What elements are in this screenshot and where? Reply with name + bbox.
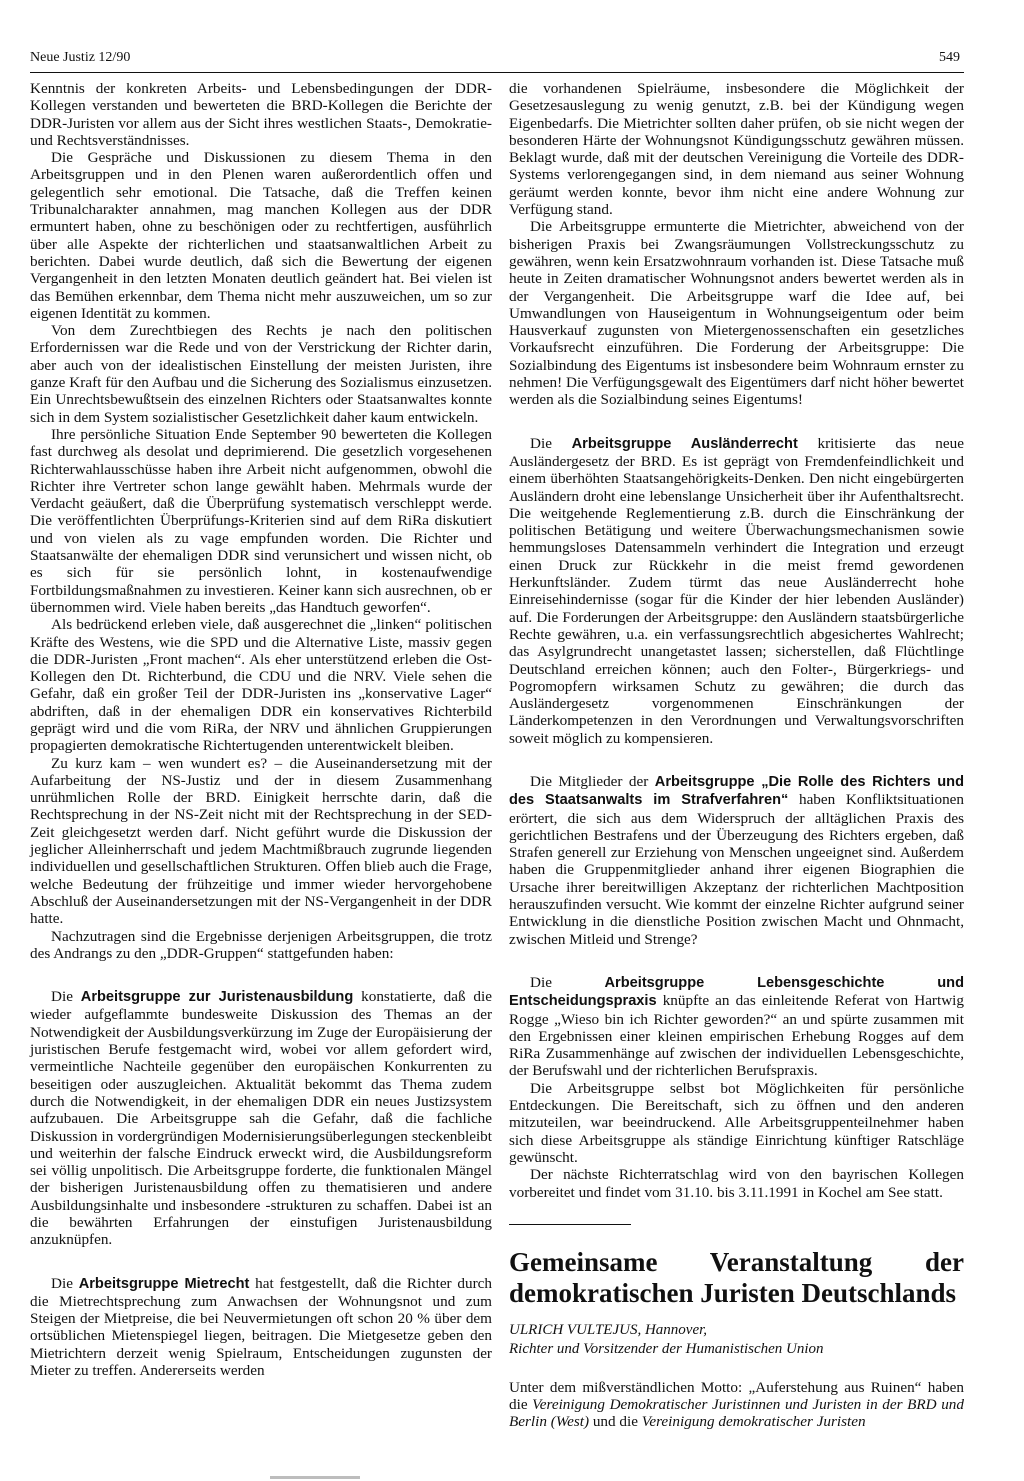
header-divider bbox=[30, 72, 964, 73]
author-role: Richter und Vorsitzender der Humanistischen Union bbox=[509, 1340, 824, 1357]
paragraph: Zu kurz kam – wen wundert es? – die Auseinandersetzung mit der Aufarbeitung der NS-Justiz und der in diesem Zusammenhang unrühmlichen Rolle der BRD. Einigkeit herrschte darin, daß die Rechtsprechung in der NS-Zeit nicht mit der Rechtsprechung in der SED-Zeit gleichgesetzt werden darf. Nicht geführt wurde die Diskussion der jeglicher Alleinherrschaft und jedem Machtmißbrauch zugrunde liegenden individuellen und gesellschaftlichen Strukturen. Offen blieb auch die Frage, welche Bedeutung der frühzeitige und immer wieder hervorgehobene Abschluß der Auseinandersetzungen mit der NS-Vergangenheit in der DDR hatte. bbox=[30, 754, 492, 928]
paragraph: Die Arbeitsgruppe selbst bot Möglichkeiten für persönliche Entdeckungen. Die Bereitschaft, sich zu öffnen und den anderen mitzuteilen, war beeindruckend. Alle Arbeitsgruppenteilnehmer haben sich diese Arbeitsgruppe als ständige Einrichtung künftiger Ratschläge gewünscht. bbox=[509, 1079, 964, 1166]
working-group-lebensgeschichte bbox=[509, 974, 964, 1080]
byline bbox=[509, 1321, 964, 1359]
text-run: Die bbox=[51, 1274, 79, 1292]
journal-issue: Neue Justiz 12/90 bbox=[30, 50, 131, 65]
text-run: Die bbox=[530, 973, 605, 991]
working-group-title: Arbeitsgruppe Lebensgeschichte und Entscheidungspraxis bbox=[509, 974, 964, 1010]
working-group-auslaenderrecht bbox=[509, 435, 964, 747]
text-run: Die bbox=[51, 988, 81, 1006]
text-run: haben Konfliktsituationen erörtert, die sich aus dem Widerspruch der alltäglichen Praxis des gerichtlichen Bestrafens und der Überzeugung des Richters ergeben, daß Strafen generell zur Erziehung von Menschen ungeeignet sind. Außerdem haben die Gruppenmitglieder anhand ihrer eigenen Biographien die Ursache ihrer bereitwilligen Akzeptanz der richterlichen Machtposition herauszufinden versucht. Wie kommt der einzelne Richter aufgrund seiner Entwicklung in die dienstliche Position zwischen Macht und Ohnmacht, zwischen Mitleid und Strenge? bbox=[509, 791, 964, 948]
organization-name: Vereinigung Demokratischer Juristinnen und Juristen in der BRD und Berlin (West) bbox=[509, 1396, 964, 1431]
text-run: Unter dem mißverständlichen Motto: „Auferstehung aus Ruinen“ haben die bbox=[509, 1378, 964, 1414]
paragraph: die vorhandenen Spielräume, insbesondere die Möglichkeit der Gesetzesauslegung zu wenig genutzt, z.B. bei der Kündigung wegen Eigenbedarfs. Die Mietrichter sollten daher prüfen, ob sie nicht wegen der besonderen Härte der Wohnungsnot Kündigungsschutz gewähren müssen. Beklagt wurde, daß mit der deutschen Vereinigung die Vorteile des DDR-Systems verlorengegangen sind, in dem niemand aus seiner Wohnung geräumt werden konnte, bevor ihm nicht eine andere Wohnung zur Verfügung stand. bbox=[509, 80, 964, 219]
paragraph: Von dem Zurechtbiegen des Rechts je nach den politischen Erfordernissen war die Rede und von der Verstrickung der Richter darin, aber auch von der idealistischen Einstellung der meisten Juristen, ihre ganze Kraft für den Aufbau und die Sicherung des Sozialismus einzusetzen. Ein Unrechtsbewußtsein des einzelnen Richters oder Staatsanwaltes konnte sich in dem System sozialistischer Gesetzlichkeit daher kaum entwickeln. bbox=[30, 322, 492, 426]
working-group-strafverfahren bbox=[509, 773, 964, 948]
paragraph: Die Arbeitsgruppe ermunterte die Mietrichter, abweichend von der bisherigen Praxis bei Zwangsräumungen Vollstreckungsschutz zu gewähren, wenn kein Ersatzwohnraum vorhanden ist. Diese Tatsache muß heute in Zeiten dramatischer Wohnungsnot anders bewertet werden als in der Vergangenheit. Die Arbeitsgruppe warf die Idee auf, bei Umwandlungen von Hauseigentum in Wohnungseigentum oder beim Hausverkauf zugunsten von Mietergenossenschaften ein gesetzliches Vorkaufsrecht einzuführen. Die Forderung der Arbeitsgruppe: Die Sozialbindung des Eigentums ist insbesondere beim Wohnraum ernster zu nehmen! Die Verfügungsgewalt des Eigentümers darf nicht höher bewertet werden als die Sozialbindung seines Eigentums! bbox=[509, 218, 964, 409]
text-run: konstatierte, daß die wieder aufgeflammte bundesweite Diskussion des Themas an der Notwendigkeit der Ausbildungsverkürzung im Zuge der Europäisierung der juristischen Berufe festgemacht wird, wobei vor allem gefordert wird, vermeintliche Nachteile gegenüber den europäischen Konkurrenten zu beseitigen oder auszugleichen. Aktualität bekommt das Thema zudem durch die Notwendigkeit, in der ehemaligen DDR ein neues Justizsystem aufzubauen. Die Arbeitsgruppe sah die Gefahr, daß die fachliche Diskussion in vordergründigen Modernisierungsüberlegungen steckenbleibt und weiterhin der falsche Eindruck erweckt wird, die Ausbildungsreform sei völlig unpolitisch. Die Arbeitsgruppe forderte, die funktionalen Mängel der bisherigen Juristenausbildung offen zu thematisieren und andere Ausbildungsinhalte und insbesondere -strukturen zu schaffen. Dabei ist an die bewährten Erfahrungen der einstufigen Juristenausbildung anzuknüpfen. bbox=[30, 988, 492, 1249]
paragraph: Nachzutragen sind die Ergebnisse derjenigen Arbeitsgruppen, die trotz des Andrangs zu den „DDR-Gruppen“ stattgefunden haben: bbox=[30, 927, 492, 962]
text-run: Die Mitglieder der bbox=[530, 772, 655, 790]
paragraph: Als bedrückend erleben viele, daß ausgerechnet die „linken“ politischen Kräfte des Westens, wie die SPD und die Alternative Liste, massiv gegen die DDR-Juristen „Front machen“. Als eher unterstützend erleben die Ost-Kollegen den Dt. Richterbund, die CDU und die NRV. Viele sehen die Gefahr, daß ein großer Teil der DDR-Juristen ins „konservative Lager“ abdriften, daß in der ehemaligen DDR ein konservatives Richterbild geprägt wird und die vom RiRa, der NRV und ähnlichen Gruppierungen propagierten demokratische Richtertugenden unterentwickelt bleiben. bbox=[30, 616, 492, 755]
working-group-title: Arbeitsgruppe zur Juristenausbildung bbox=[80, 989, 354, 1006]
paragraph: Kenntnis der konkreten Arbeits- und Lebensbedingungen der DDR-Kollegen verstanden und bewerteten die BRD-Kollegen die Berichte der DDR-Juristen vor allem aus der Sicht ihres westlichen Staats-, Demokratie- und Rechtsverständnisses. bbox=[30, 80, 492, 149]
section-divider bbox=[509, 1224, 631, 1225]
right-column bbox=[509, 80, 964, 1431]
article-intro bbox=[509, 1379, 964, 1431]
text-run: Die bbox=[530, 434, 572, 452]
scan-artifact bbox=[270, 1476, 360, 1479]
working-group-title: Arbeitsgruppe Mietrecht bbox=[78, 1275, 250, 1292]
organization-name: Vereinigung demokratischer Juristen bbox=[641, 1413, 866, 1431]
author-name: ULRICH VULTEJUS, Hannover, bbox=[509, 1321, 708, 1338]
working-group-title: Arbeitsgruppe Ausländerrecht bbox=[571, 435, 798, 452]
paragraph: Die Gespräche und Diskussionen zu diesem Thema in den Arbeitsgruppen und in den Plenen waren außerordentlich offen und gelegentlich sehr emotional. Die Tatsache, daß die Treffen keinen Tribunalcharakter annahmen, mag manchen Kollegen aus der DDR ermuntert haben, ohne zu beschönigen oder zu rechtfertigen, ausführlich über alle Aspekte der richterlichen und staatsanwaltlichen Arbeit zu berichten. Dabei wurde deutlich, daß sich die Bewertung der eigenen Vergangenheit in den letzten Monaten deutlich geändert hat. Bei vielen ist das Bemühen erkennbar, dem Thema nicht mehr auszuweichen, um so zur eigenen Identität zu kommen. bbox=[30, 149, 492, 322]
working-group-mietrecht bbox=[30, 1275, 492, 1380]
article-title: Gemeinsame Veranstaltung der demokratischen Juristen Deutschlands bbox=[509, 1246, 964, 1308]
paragraph: Ihre persönliche Situation Ende September 90 bewerteten die Kollegen fast durchweg als desolat und deprimierend. Die gesetzlich vorgesehenen Richterwahlausschüsse haben ihre Arbeit nicht aufgenommen, obwohl die Richter ihre Vertreter schon lange gewählt haben. Mehrmals wurde der Verdacht geäußert, daß die Überprüfung systematisch verschleppt werde. Die veröffentlichten Überprüfungs-Kriterien sind auf dem RiRa diskutiert und von vielen als zu vage empfunden worden. Die Richter und Staatsanwälte der ehemaligen DDR sind verunsichert und wissen nicht, ob es sich für sie persönlich lohnt, in kostenaufwendige Fortbildungsmaßnahmen zu investieren. Keiner kann sich ausrechnen, ob er übernommen wird. Viele haben bereits „das Handtuch geworfen“. bbox=[30, 425, 492, 616]
paragraph: Der nächste Richterratschlag wird von den bayrischen Kollegen vorbereitet und findet vom 31.10. bis 3.11.1991 in Kochel am See statt. bbox=[509, 1166, 964, 1201]
page-number: 549 bbox=[939, 50, 960, 65]
text-run: knüpfte an das einleitende Referat von Hartwig Rogge „Wieso bin ich Richter geworden?“ an und spürte zusammen mit den Ergebnissen einer kleinen empirischen Erhebung Rogges auf dem RiRa Zusammenhänge auf zwischen der individuellen Lebensgeschichte, der Berufswahl und der richterlichen Berufspraxis. bbox=[509, 992, 964, 1080]
text-run: kritisierte das neue Ausländergesetz der BRD. Es ist geprägt von Fremdenfeindlichkeit und einem überhöhten Staatsangehörigkeits-Denken. Den nicht eingebürgerten Ausländern droht eine lebenslange Unsicherheit über ihr Aufenthaltsrecht. Die weitgehende Reglementierung z.B. durch die Einschränkung der politischen Betätigung und weitere Überwachungsmechanismen sowie hemmungsloses Datensammeln verhindert die Integration und erzeugt einen Druck zur Rückkehr in die meist fremd gewordenen Herkunftsländer. Zudem türmt das neue Ausländerrecht hohe Einreisehindernisse (sogar für die Kinder der hier lebenden Ausländer) auf. Die Forderungen der Arbeitsgruppe: den Ausländern staatsbürgerliche Rechte gewähren, u.a. ein verfassungsrechtlich abgesichertes Wahlrecht; das Asylgrundrecht unangetastet lassen; sicherstellen, daß Flüchtlinge Deutschland erreichen können; auch den Folter-, Bürgerkriegs- und Pogromopfern wirksamen Schutz zu gewähren; die durch das Ausländergesetz vorgenommenen Einschränkungen der Länderkompetenzen in den Verordnungen und Verwaltungsvorschriften soweit möglich zu kompensieren. bbox=[509, 434, 964, 747]
text-run: hat festgestellt, daß die Richter durch die Mietrechtsprechung zum Anwachsen der Wohnungsnot und zum Steigen der Mietpreise, die bei Neuvermietungen oft schon 20 % über dem ortsüblichen Mietenspiegel liegen, beitragen. Die Mietgesetze geben den Mietrichtern derzeit wenig Spielraum, Entscheidungen zugunsten der Mieter zu treffen. Andererseits werden bbox=[30, 1274, 492, 1380]
text-run: und die bbox=[589, 1413, 642, 1431]
working-group-title: Arbeitsgruppe „Die Rolle des Richters und des Staatsanwalts im Strafverfahren“ bbox=[509, 773, 965, 809]
working-group-juristenausbildung bbox=[30, 988, 492, 1248]
left-column bbox=[30, 80, 492, 1379]
